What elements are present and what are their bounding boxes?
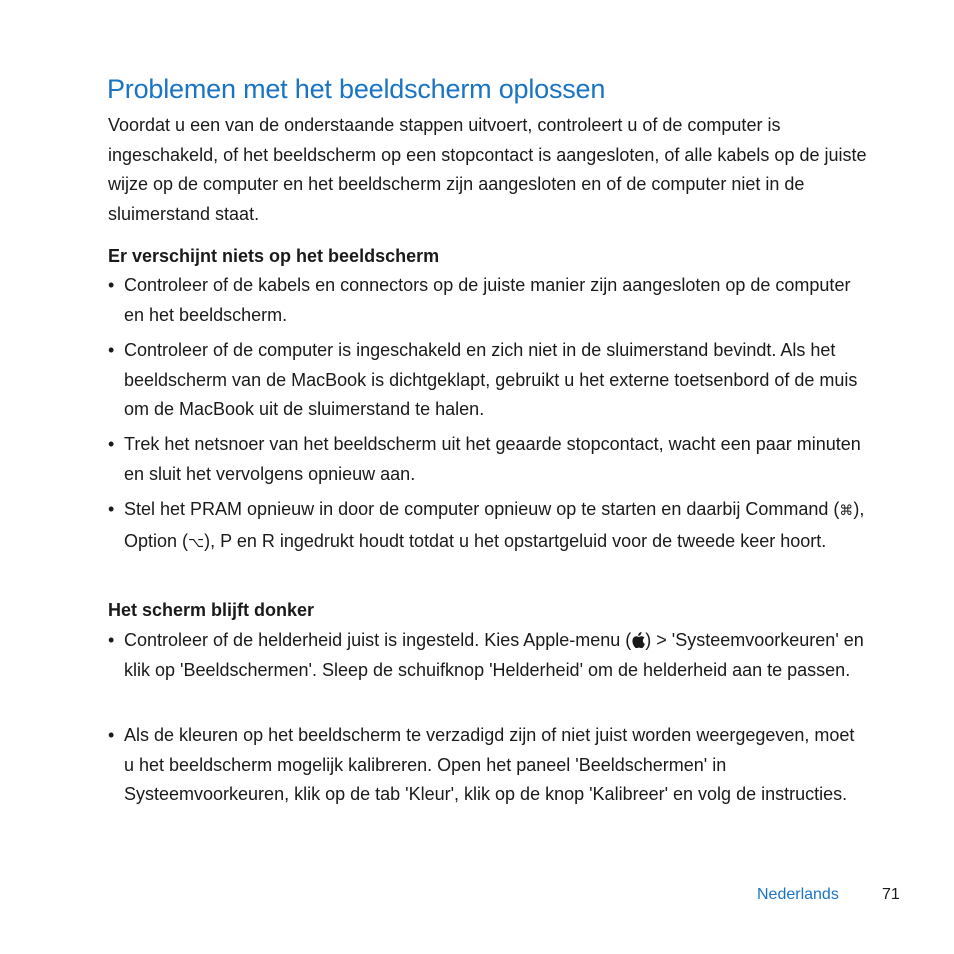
list-item-text: Trek het netsnoer van het beeldscherm uit het geaarde stopcontact, wacht een paar minuten en sluit het vervolgens opnieuw aan. [124,434,861,484]
list-item [108,721,868,810]
list-item [108,495,868,558]
page-number: 71 [882,886,900,903]
apple-icon [631,632,645,648]
bullet-dot: • [108,499,115,519]
list-item-text-part: ) > 'Systeemvoorkeuren' en klik op 'Beeldschermen'. Sleep de schuifknop 'Helderheid' om de helderheid aan te passen. [124,630,864,680]
list-item [108,336,868,425]
command-key-icon: ⌘ [839,503,854,519]
bullet-dot: • [108,630,115,650]
bullet-dot: • [108,725,115,745]
list-item-text [124,499,864,551]
section-heading-screen-stays-dark: Het scherm blijft donker [108,600,315,620]
list-item [108,626,868,685]
option-key-icon: ⌥ [188,534,205,551]
page-title: Problemen met het beeldscherm oplossen [107,74,606,104]
bullet-dot: • [108,275,115,295]
list-item [108,271,868,330]
bullet-dot: • [108,434,115,454]
list-item [108,430,868,489]
list-item-text: Controleer of de computer is ingeschakeld en zich niet in de sluimerstand bevindt. Als het beeldscherm van de MacBook is dichtgeklapt, gebruikt u het externe toetsenbord of de muis om de MacBook uit de sluimerstand te halen. [124,340,858,420]
list-item-text-part: ), P en R ingedrukt houdt totdat u het opstartgeluid voor de tweede keer hoort. [204,530,827,551]
list-item-text: Controleer of de kabels en connectors op de juiste manier zijn aangesloten op de computer en het beeldscherm. [124,275,851,325]
list-item-text-part: ), Option ( [124,499,865,551]
list-item-text-part: Controleer of de helderheid juist is ingesteld. Kies Apple-menu ( [124,630,632,650]
footer-section-label: Nederlands [757,886,839,903]
list-item-text [124,630,864,680]
section-heading-nothing-on-screen: Er verschijnt niets op het beeldscherm [108,246,440,266]
intro-paragraph: Voordat u een van de onderstaande stappen uitvoert, controleert u of de computer is ingeschakeld, of het beeldscherm op een stopcontact is aangesloten, of alle kabels op de juiste wijze op de computer en het beeldscherm zijn aangesloten en of de computer niet in de sluimerstand staat. [108,115,867,225]
list-item-text-part: Stel het PRAM opnieuw in door de computer opnieuw op te starten en daarbij Command ( [124,499,840,519]
bullet-dot: • [108,340,115,360]
list-item-text: Als de kleuren op het beeldscherm te verzadigd zijn of niet juist worden weergegeven, moet u het beeldscherm mogelijk kalibreren. Open het paneel 'Beeldschermen' in Systeemvoorkeuren, klik op de tab 'Kleur', klik op de knop 'Kalibreer' en volg de instructies. [124,725,855,805]
